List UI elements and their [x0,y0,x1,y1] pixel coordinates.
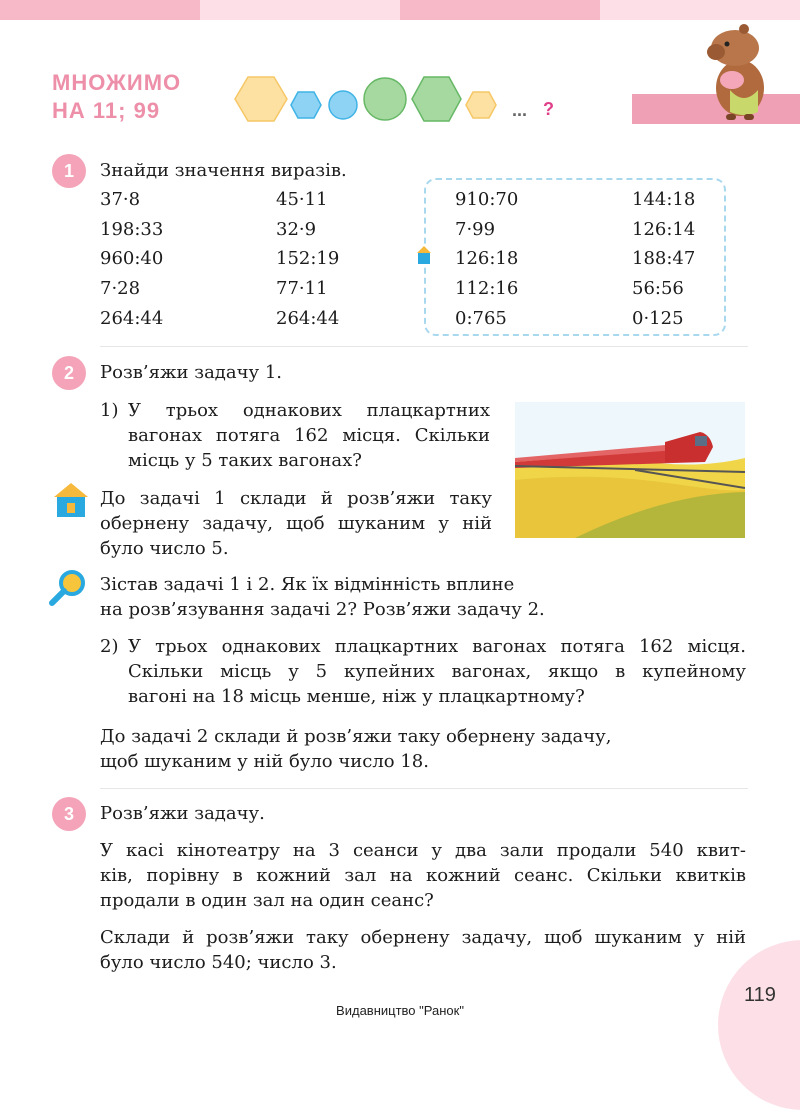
sequence-ellipsis: ... [512,100,528,120]
text-line: У касі кінотеатру на 3 сеанси у два зали продали 540 квит- [100,840,746,861]
expression: 56:56 [632,278,684,299]
expression: 7·99 [455,219,496,240]
orange-small-hexagon [466,92,496,118]
text-line: було число 5. [100,538,229,559]
magnifier-icon [48,569,88,607]
blue-circle [329,91,357,119]
orange-hexagon [235,77,287,121]
text-line: вагонах потяга 162 місця. Скільки [128,425,490,446]
green-hexagon [412,77,461,121]
expression: 126:14 [632,219,696,240]
text-line: на розв’язування задачі 2? Розв’яжи задачу 2. [100,599,545,620]
text-line: Зістав задачі 1 і 2. Як їх відмінність вплине [100,574,515,595]
shape-sequence [230,72,560,128]
text-line: було число 540; число 3. [100,952,337,973]
text-line: Скільки місць у 5 купейних вагонах, якщо в купейному [128,661,746,682]
text-line: У трьох однакових плацкартних вагонах потяга 162 місця. [128,636,746,657]
task-3-inverse-text [100,925,746,975]
text-line: До задачі 1 склади й розв’яжи таку [100,488,492,509]
expression: 198:33 [100,219,164,240]
top-bar-segment [0,0,200,20]
task-heading: Розв’яжи задачу 1. [100,362,283,383]
problem-1-text [128,398,490,473]
task-number-badge: 1 [52,154,86,188]
task-heading: Знайди значення виразів. [100,160,347,181]
text-line: місць у 5 таких вагонах? [128,450,362,471]
top-bar-segment [400,0,600,20]
text-line: щоб шуканим у ній було число 18. [100,751,429,772]
inverse-task-2-text [100,724,700,774]
top-bar-segment [600,0,800,20]
expression: 910:70 [455,189,519,210]
expression: 960:40 [100,248,164,269]
task-number-badge: 3 [52,797,86,831]
text-line: продали в один зал на один сеанс? [100,890,434,911]
divider [100,346,748,347]
text-line: обернену задачу, щоб шуканим у ній [100,513,492,534]
expression: 144:18 [632,189,696,210]
problem-marker: 1) [100,400,119,421]
green-circle [364,78,406,120]
sequence-question-mark: ? [543,99,554,119]
problem-marker: 2) [100,636,119,657]
house-icon [52,481,90,519]
expression: 264:44 [276,308,340,329]
expression: 264:44 [100,308,164,329]
capybara-mascot-icon [700,20,780,122]
section-title-line2: НА 11; 99 [52,98,161,123]
task-3-problem-text [100,838,746,913]
section-title-line1: МНОЖИМО [52,70,182,95]
compare-text [100,572,600,622]
expression: 45·11 [276,189,328,210]
expression: 7·28 [100,278,141,299]
publisher-text: Видавництво "Ранок" [336,1003,464,1018]
expression: 126:18 [455,248,519,269]
expression: 188:47 [632,248,696,269]
task-number-badge: 2 [52,356,86,390]
expression: 37·8 [100,189,141,210]
expression: 0:765 [455,308,507,329]
house-icon-small [416,245,432,265]
expression: 77·11 [276,278,328,299]
expression: 32·9 [276,219,317,240]
expression: 0·125 [632,308,684,329]
text-line: ків, порівну в кожний зал на кожний сеанс. Скільки квитків [100,865,746,886]
problem-2-text [128,634,746,709]
text-line: вагоні на 18 місць менше, ніж у плацкартному? [128,686,585,707]
text-line: У трьох однакових плацкартних [128,400,490,421]
inverse-task-1-text [100,486,492,561]
task-heading: Розв’яжи задачу. [100,803,265,824]
text-line: Склади й розв’яжи таку обернену задачу, щоб шуканим у ній [100,927,746,948]
expression: 152:19 [276,248,340,269]
top-bar-segment [200,0,400,20]
blue-hexagon [291,92,321,118]
train-illustration [515,402,745,538]
page-number: 119 [744,984,776,1006]
text-line: До задачі 2 склади й розв’яжи таку обернену задачу, [100,726,612,747]
expression: 112:16 [455,278,519,299]
divider [100,788,748,789]
